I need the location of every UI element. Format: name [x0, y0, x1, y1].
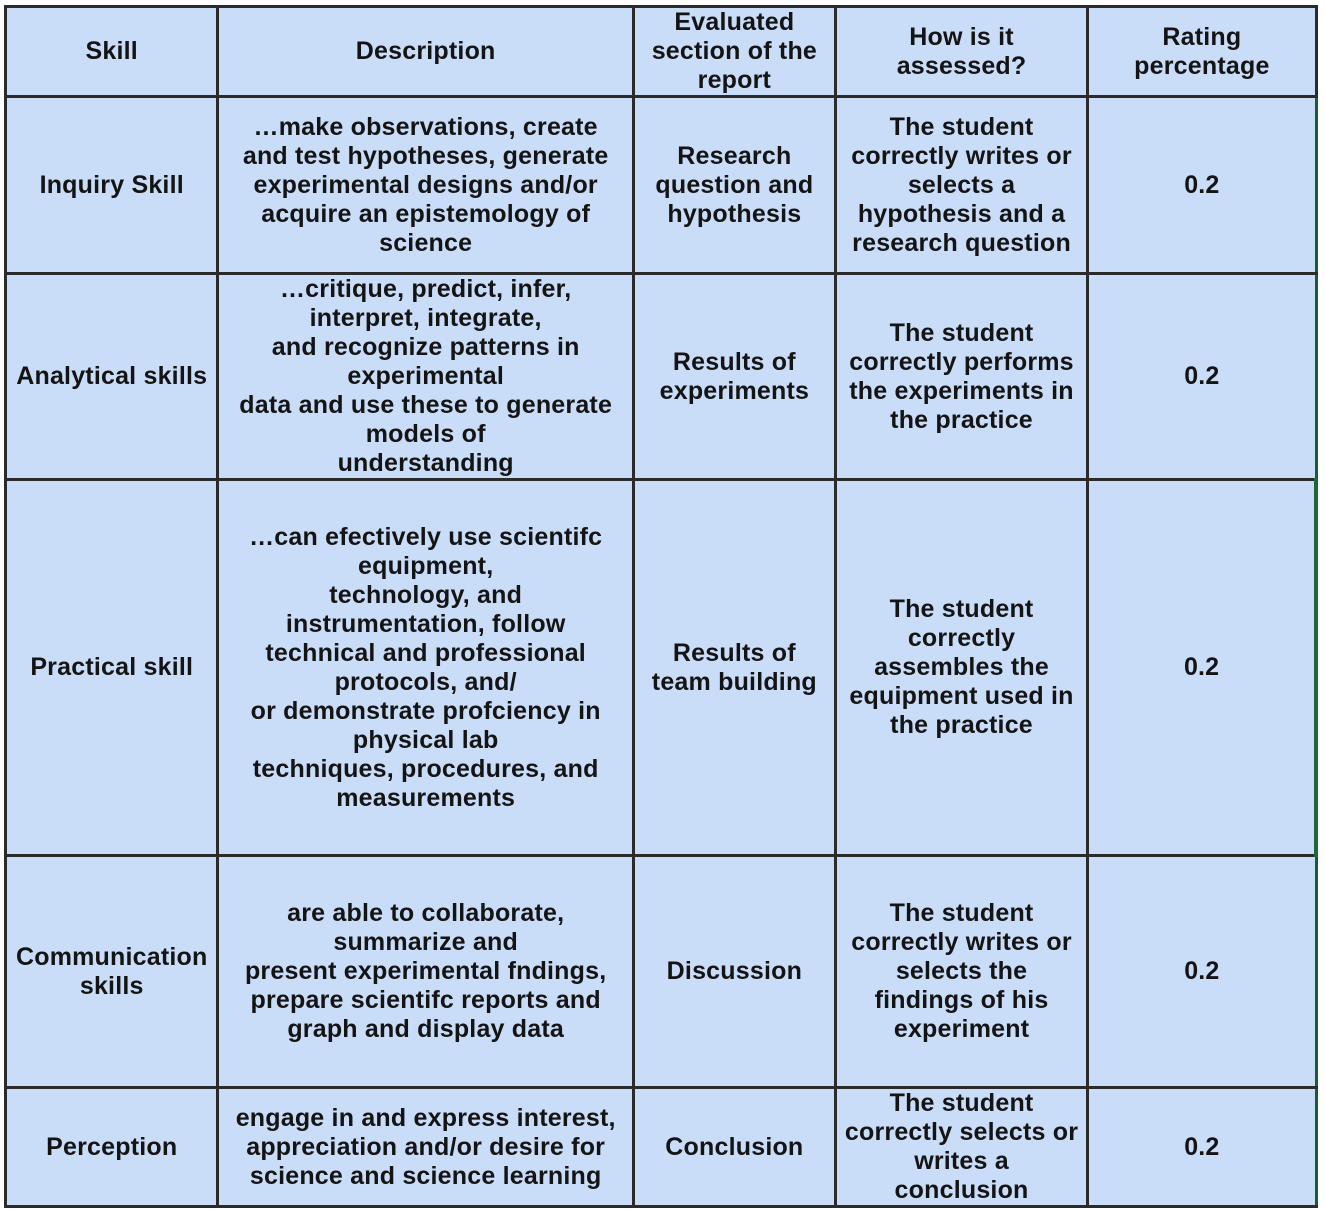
section-cell: Research question and hypothesis	[633, 97, 835, 274]
rating-cell: 0.2	[1088, 97, 1316, 274]
assessment-cell: The student correctly performs the experiments in the practice	[835, 274, 1087, 480]
skill-cell: Communication skills	[6, 856, 218, 1088]
rating-cell: 0.2	[1088, 1088, 1316, 1207]
skill-cell: Perception	[6, 1088, 218, 1207]
rating-cell: 0.2	[1088, 274, 1316, 480]
table-header-row	[6, 7, 1317, 97]
skill-cell: Analytical skills	[6, 274, 218, 480]
description-cell: are able to collaborate, summarize and present experimental fndings, prepare scientifc reports and graph and display data	[218, 856, 633, 1088]
rating-cell: 0.2	[1088, 856, 1316, 1088]
section-cell: Results of team building	[633, 480, 835, 856]
header-skill: Skill	[6, 7, 218, 97]
header-description: Description	[218, 7, 633, 97]
skill-cell: Inquiry Skill	[6, 97, 218, 274]
table-row	[6, 1088, 1317, 1207]
skill-cell: Practical skill	[6, 480, 218, 856]
assessment-cell: The student correctly selects or writes a conclusion	[835, 1088, 1087, 1207]
table-row	[6, 97, 1317, 274]
section-cell: Discussion	[633, 856, 835, 1088]
skills-rubric-table	[4, 5, 1318, 1208]
header-rating-percentage: Rating percentage	[1088, 7, 1316, 97]
section-cell: Results of experiments	[633, 274, 835, 480]
description-cell: …can efectively use scientifc equipment, technology, and instrumentation, follow technical and professional protocols, and/ or demonstrate profciency in physical lab techniques, procedures, and measurements	[218, 480, 633, 856]
description-cell: …critique, predict, infer, interpret, integrate, and recognize patterns in experimental data and use these to generate models of understanding	[218, 274, 633, 480]
table-row	[6, 274, 1317, 480]
section-cell: Conclusion	[633, 1088, 835, 1207]
assessment-cell: The student correctly writes or selects the findings of his experiment	[835, 856, 1087, 1088]
assessment-cell: The student correctly writes or selects a hypothesis and a research question	[835, 97, 1087, 274]
description-cell: …make observations, create and test hypotheses, generate experimental designs and/or acquire an epistemology of science	[218, 97, 633, 274]
description-cell: engage in and express interest, appreciation and/or desire for science and science learning	[218, 1088, 633, 1207]
table-row	[6, 480, 1317, 856]
header-assessment: How is it assessed?	[835, 7, 1087, 97]
assessment-cell: The student correctly assembles the equipment used in the practice	[835, 480, 1087, 856]
rating-cell: 0.2	[1088, 480, 1316, 856]
header-evaluated-section: Evaluated section of the report	[633, 7, 835, 97]
table-row	[6, 856, 1317, 1088]
